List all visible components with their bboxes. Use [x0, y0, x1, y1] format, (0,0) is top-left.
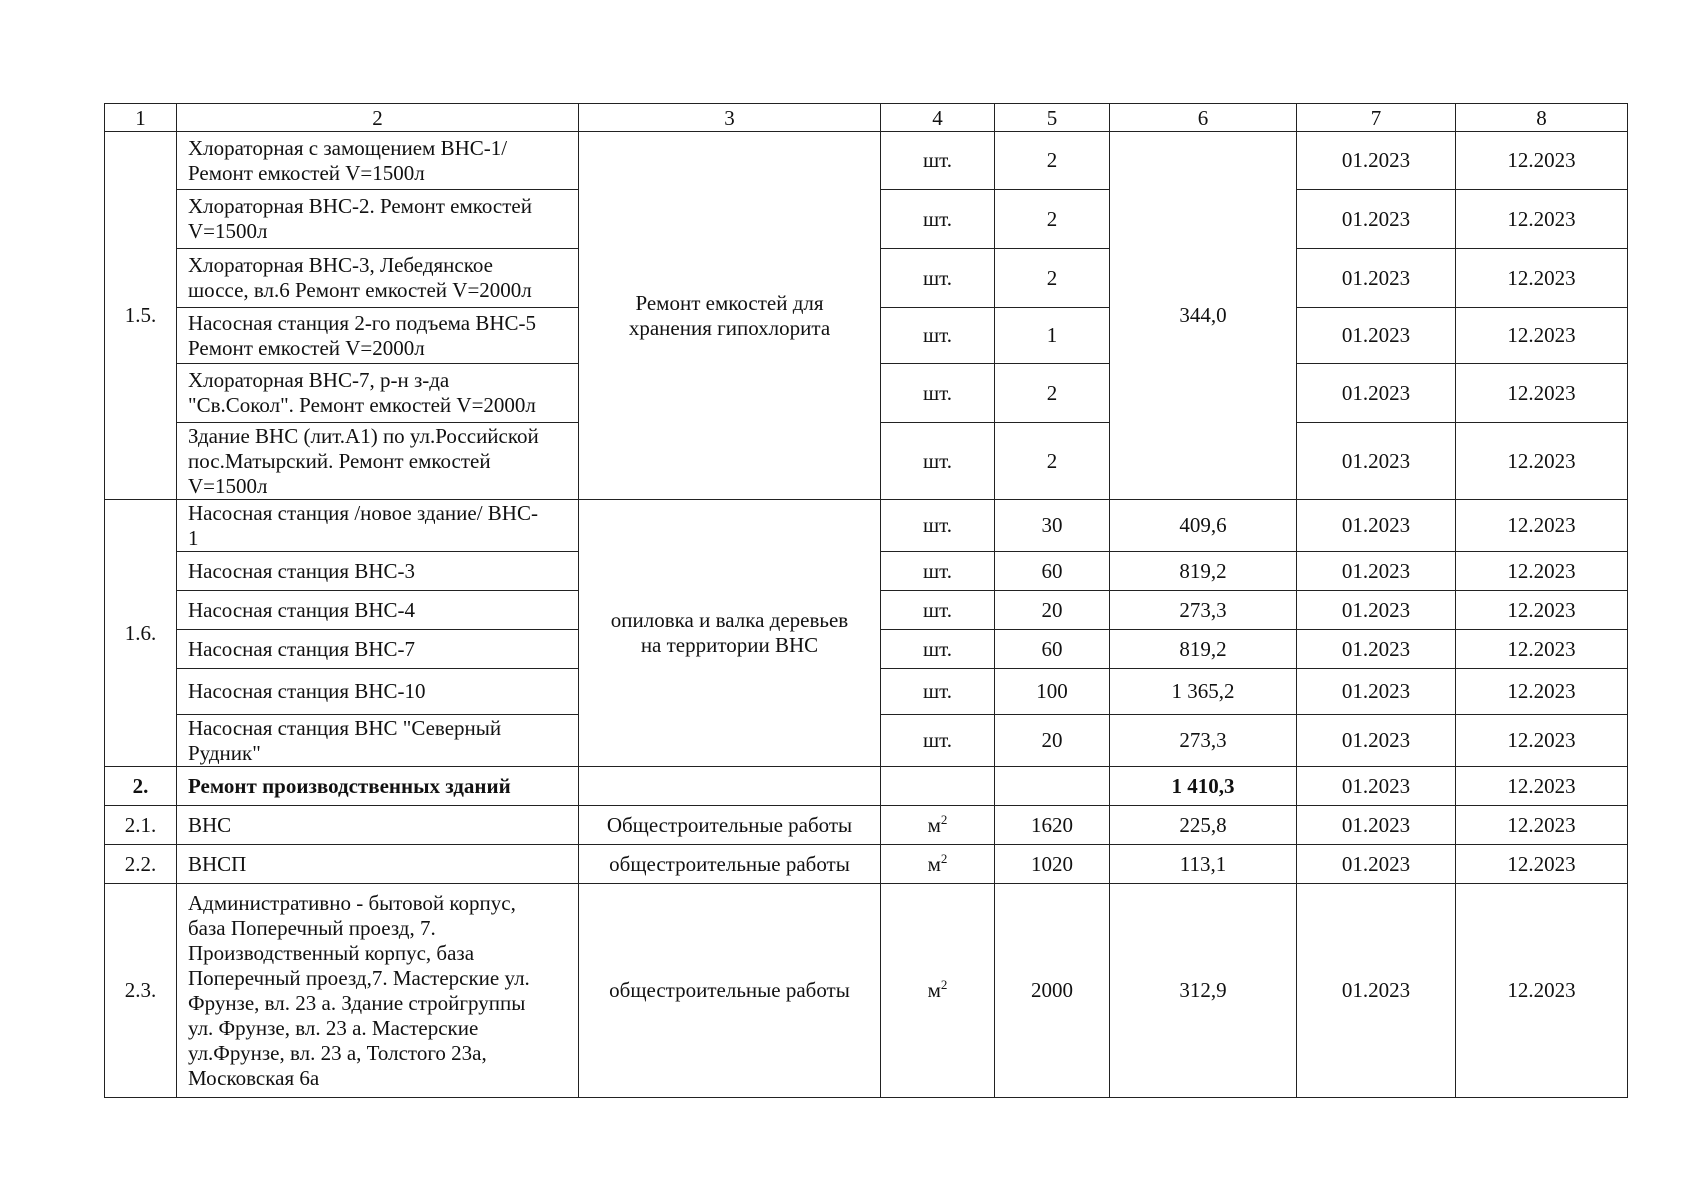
unit: шт.: [881, 190, 995, 249]
quantity: 1620: [995, 806, 1110, 845]
cost: 409,6: [1110, 500, 1297, 552]
cost: 819,2: [1110, 552, 1297, 591]
unit: шт.: [881, 500, 995, 552]
quantity: 2: [995, 249, 1110, 308]
column-header: 1: [105, 104, 177, 132]
object-name: Насосная станция ВНС-10: [177, 669, 579, 715]
unit-exponent: 2: [940, 977, 948, 992]
cost: 273,3: [1110, 715, 1297, 767]
object-name: Хлораторная ВНС-3, Лебедянское шоссе, вл.6 Ремонт емкостей V=2000л: [177, 249, 579, 308]
works-table: [104, 103, 1628, 1098]
object-name: Насосная станция /новое здание/ ВНС- 1: [177, 500, 579, 552]
quantity: 20: [995, 715, 1110, 767]
header-row: [105, 104, 1628, 132]
work-description: опиловка и валка деревьев на территории ВНС: [579, 500, 881, 767]
unit: [881, 767, 995, 806]
start-date: 01.2023: [1297, 308, 1456, 364]
item-number: 2.1.: [105, 806, 177, 845]
quantity: 2: [995, 132, 1110, 190]
end-date: 12.2023: [1456, 423, 1628, 500]
work-description: Общестроительные работы: [579, 806, 881, 845]
quantity: 2000: [995, 884, 1110, 1098]
end-date: 12.2023: [1456, 132, 1628, 190]
start-date: 01.2023: [1297, 806, 1456, 845]
start-date: 01.2023: [1297, 669, 1456, 715]
cost: 312,9: [1110, 884, 1297, 1098]
quantity: 60: [995, 630, 1110, 669]
end-date: 12.2023: [1456, 364, 1628, 423]
start-date: 01.2023: [1297, 845, 1456, 884]
object-name: ВНСП: [177, 845, 579, 884]
column-header: 8: [1456, 104, 1628, 132]
quantity: 100: [995, 669, 1110, 715]
start-date: 01.2023: [1297, 630, 1456, 669]
section-total-row: [105, 767, 1628, 806]
unit-base: м: [927, 978, 941, 1002]
start-date: 01.2023: [1297, 190, 1456, 249]
unit: шт.: [881, 669, 995, 715]
end-date: 12.2023: [1456, 190, 1628, 249]
end-date: 12.2023: [1456, 884, 1628, 1098]
cost: 1 410,3: [1110, 767, 1297, 806]
object-name: Административно - бытовой корпус, база Поперечный проезд, 7. Производственный корпус, база Поперечный проезд,7. Мастерские ул. Фрунзе, вл. 23 а. Здание стройгруппы ул. Фрунзе, вл. 23 а. Мастерские ул.Фрунзе, вл. 23 а, Толстого 23а, Московская 6а: [177, 884, 579, 1098]
work-description: [579, 767, 881, 806]
item-number: 2.2.: [105, 845, 177, 884]
quantity: 1020: [995, 845, 1110, 884]
item-number: 1.6.: [105, 500, 177, 767]
start-date: 01.2023: [1297, 552, 1456, 591]
start-date: 01.2023: [1297, 364, 1456, 423]
unit-base: м: [927, 812, 941, 837]
quantity: [995, 767, 1110, 806]
unit: шт.: [881, 364, 995, 423]
quantity: 2: [995, 423, 1110, 500]
unit: шт.: [881, 249, 995, 308]
cost: 819,2: [1110, 630, 1297, 669]
quantity: 2: [995, 364, 1110, 423]
object-name: Здание ВНС (лит.А1) по ул.Российской пос.Матырский. Ремонт емкостей V=1500л: [177, 423, 579, 500]
end-date: 12.2023: [1456, 767, 1628, 806]
object-name: Насосная станция ВНС "Северный Рудник": [177, 715, 579, 767]
unit: [881, 845, 995, 884]
item-number: 2.3.: [105, 884, 177, 1098]
end-date: 12.2023: [1456, 552, 1628, 591]
quantity: 30: [995, 500, 1110, 552]
column-header: 3: [579, 104, 881, 132]
work-description: общестроительные работы: [579, 845, 881, 884]
start-date: 01.2023: [1297, 132, 1456, 190]
unit-exponent: 2: [940, 850, 948, 866]
table-row: [105, 132, 1628, 190]
object-name: Насосная станция ВНС-7: [177, 630, 579, 669]
work-description: Ремонт емкостей для хранения гипохлорита: [579, 132, 881, 500]
unit-base: м: [927, 851, 941, 876]
unit: [881, 884, 995, 1098]
unit: шт.: [881, 630, 995, 669]
object-name: Хлораторная ВНС-7, р-н з-да "Св.Сокол". Ремонт емкостей V=2000л: [177, 364, 579, 423]
unit: шт.: [881, 591, 995, 630]
end-date: 12.2023: [1456, 669, 1628, 715]
quantity: 20: [995, 591, 1110, 630]
table-row: [105, 884, 1628, 1098]
start-date: 01.2023: [1297, 715, 1456, 767]
end-date: 12.2023: [1456, 249, 1628, 308]
object-name: Хлораторная ВНС-2. Ремонт емкостей V=1500л: [177, 190, 579, 249]
quantity: 1: [995, 308, 1110, 364]
quantity: 2: [995, 190, 1110, 249]
column-header: 2: [177, 104, 579, 132]
unit: шт.: [881, 715, 995, 767]
start-date: 01.2023: [1297, 249, 1456, 308]
start-date: 01.2023: [1297, 500, 1456, 552]
cost: 344,0: [1110, 132, 1297, 500]
unit: шт.: [881, 132, 995, 190]
unit-exponent: 2: [940, 811, 948, 827]
table-row: [105, 500, 1628, 552]
section-title: Ремонт производственных зданий: [177, 767, 579, 806]
end-date: 12.2023: [1456, 500, 1628, 552]
cost: 225,8: [1110, 806, 1297, 845]
column-header: 5: [995, 104, 1110, 132]
object-name: Хлораторная с замощением ВНС-1/ Ремонт емкостей V=1500л: [177, 132, 579, 190]
end-date: 12.2023: [1456, 715, 1628, 767]
item-number: 2.: [105, 767, 177, 806]
start-date: 01.2023: [1297, 884, 1456, 1098]
object-name: Насосная станция ВНС-3: [177, 552, 579, 591]
cost: 1 365,2: [1110, 669, 1297, 715]
cost: 273,3: [1110, 591, 1297, 630]
item-number: 1.5.: [105, 132, 177, 500]
column-header: 4: [881, 104, 995, 132]
work-description: общестроительные работы: [579, 884, 881, 1098]
end-date: 12.2023: [1456, 630, 1628, 669]
column-header: 6: [1110, 104, 1297, 132]
end-date: 12.2023: [1456, 845, 1628, 884]
object-name: Насосная станция 2-го подъема ВНС-5 Ремонт емкостей V=2000л: [177, 308, 579, 364]
table-row: [105, 806, 1628, 845]
unit: шт.: [881, 552, 995, 591]
cost: 113,1: [1110, 845, 1297, 884]
end-date: 12.2023: [1456, 806, 1628, 845]
object-name: ВНС: [177, 806, 579, 845]
start-date: 01.2023: [1297, 591, 1456, 630]
table-row: [105, 845, 1628, 884]
object-name: Насосная станция ВНС-4: [177, 591, 579, 630]
end-date: 12.2023: [1456, 591, 1628, 630]
unit: шт.: [881, 308, 995, 364]
start-date: 01.2023: [1297, 423, 1456, 500]
unit: шт.: [881, 423, 995, 500]
end-date: 12.2023: [1456, 308, 1628, 364]
start-date: 01.2023: [1297, 767, 1456, 806]
quantity: 60: [995, 552, 1110, 591]
column-header: 7: [1297, 104, 1456, 132]
unit: [881, 806, 995, 845]
